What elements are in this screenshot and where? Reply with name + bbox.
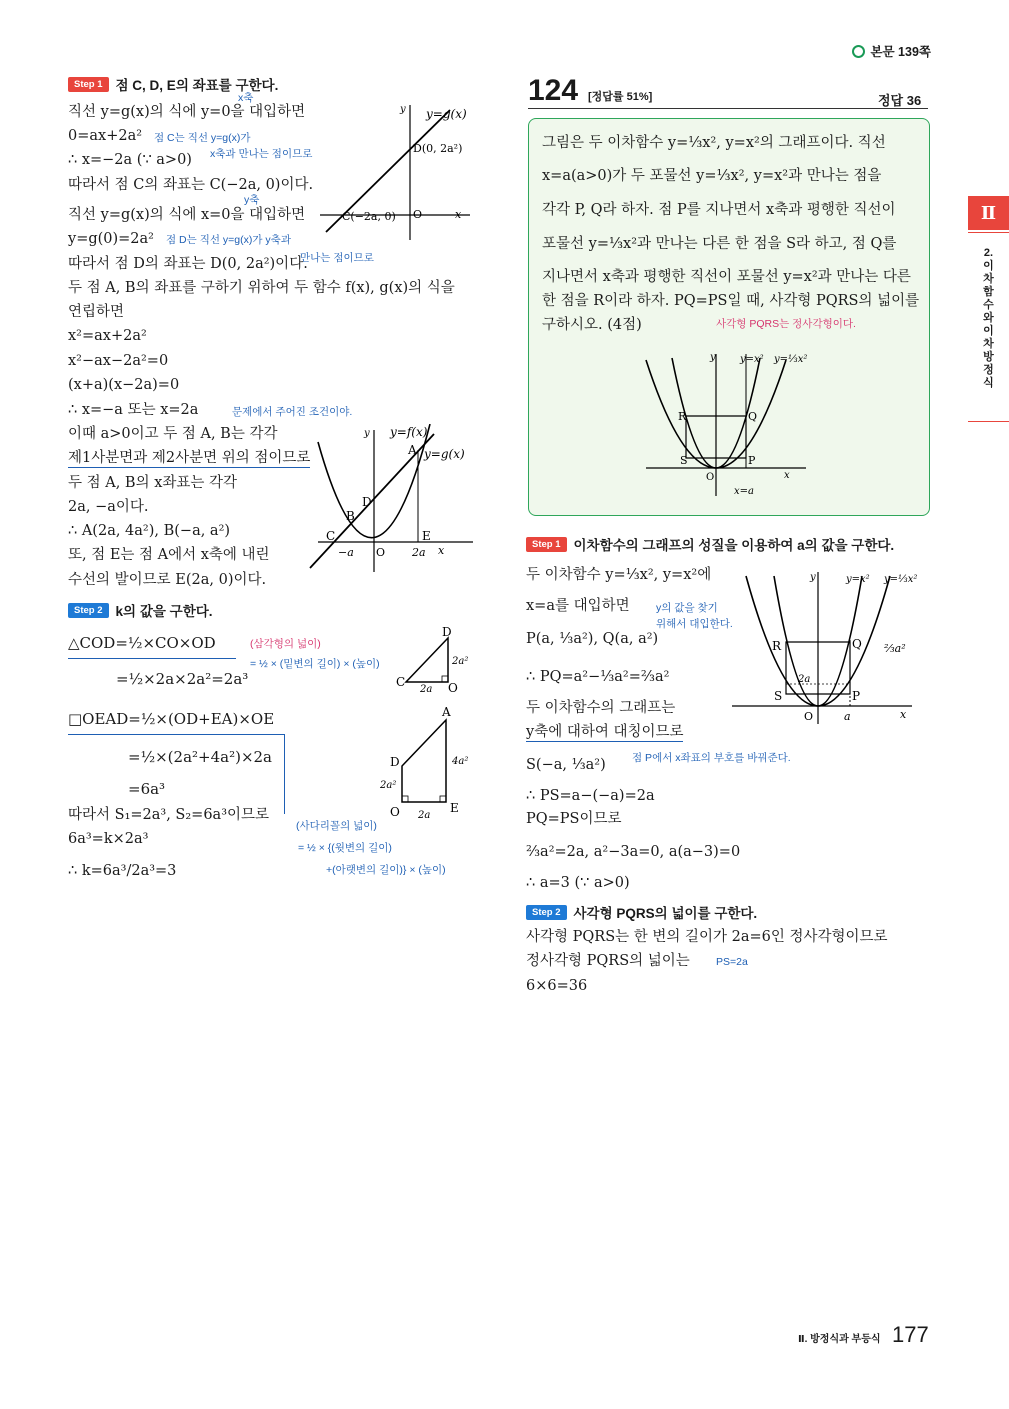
cod-underline — [68, 658, 236, 659]
cod-note-2: = ½ × (밑변의 길이) × (높이) — [250, 658, 380, 670]
tri-o-label: O — [448, 681, 458, 695]
sol-f1-label: y=x² — [846, 574, 870, 585]
sol-x-label: x — [900, 708, 907, 721]
left-line-19: 또, 점 E는 점 A에서 x축에 내린 — [68, 547, 270, 563]
left-line-16: 두 점 A, B의 x좌표는 각각 — [68, 475, 238, 491]
prob-o-label: O — [706, 472, 715, 483]
sol-pq-label: ⅔a² — [884, 642, 906, 655]
g2-o-label: O — [376, 546, 386, 559]
step-badge: Step 1 — [68, 77, 109, 92]
s1-note-3: 점 P에서 x좌표의 부호를 바꿔준다. — [632, 752, 791, 764]
note-x-axis: x축 — [238, 92, 254, 104]
sol-s-label: S — [774, 689, 783, 703]
trap-note-2: = ½ × {(윗변의 길이) — [298, 842, 392, 854]
left-line-9: 연립하면 — [68, 304, 125, 320]
trap-a-label: A — [442, 705, 451, 719]
oead-line-2: =½×(2a²+4a²)×2a — [128, 748, 273, 766]
cod-note-1: (삼각형의 넓이) — [250, 638, 321, 650]
problem-number: 124 — [528, 74, 579, 107]
trap-b-label: 2a — [418, 810, 431, 821]
prob-y-label: y — [710, 352, 716, 363]
left-line-6: y=g(0)=2a² — [68, 231, 154, 247]
prob-r-label: R — [678, 410, 687, 423]
problem-graph — [636, 348, 816, 498]
trap-o-label: O — [390, 805, 400, 819]
left-line-10: x²=ax+2a² — [68, 328, 147, 344]
left-step2-header — [68, 600, 213, 620]
problem-line-6: 한 점을 R이라 하자. PQ=PS일 때, 사각형 PQRS의 넓이를 — [542, 293, 920, 309]
solution-graph — [732, 566, 932, 726]
oead-underline — [68, 734, 284, 735]
prob-xa-label: x=a — [734, 486, 754, 497]
problem-line-3: 각각 P, Q라 하자. 점 P를 지나면서 x축과 평행한 직선이 — [542, 202, 896, 218]
g2-b-label: B — [346, 509, 355, 523]
left-line-13: ∴ x=−a 또는 x=2a — [68, 402, 199, 418]
problem-note: 사각형 PQRS는 정사각형이다. — [716, 318, 856, 330]
g2-x-label: x — [438, 544, 445, 557]
s1-line-7: S(−a, ⅓a²) — [526, 757, 606, 773]
tri-b-label: 2a — [420, 684, 433, 695]
g1-o-label: O — [413, 208, 423, 221]
g2-f-label: y=f(x) — [390, 425, 428, 439]
problem-rule — [528, 108, 928, 109]
s1-line-1: 두 이차함수 y=⅓x², y=x²에 — [526, 567, 712, 583]
note-given: 문제에서 주어진 조건이야. — [232, 406, 353, 418]
sol-side-label: 2a — [798, 674, 811, 685]
problem-line-1: 그림은 두 이차함수 y=⅓x², y=x²의 그래프이다. 직선 — [542, 135, 886, 151]
left-line-1: 직선 y=g(x)의 식에 y=0을 대입하면 — [68, 104, 306, 120]
s1-line-9: PQ=PS이므로 — [526, 811, 622, 827]
s2-line-3: 6×6=36 — [526, 978, 588, 994]
final-line-3: ∴ k=6a³/2a³=3 — [68, 863, 177, 879]
sol-y-label: y — [810, 572, 816, 583]
right-step2-header — [526, 902, 757, 922]
oead-line-1: □OEAD=½×(OD+EA)×OE — [68, 710, 275, 728]
sol-o-label: O — [804, 710, 814, 723]
note-meets-x: x축과 만나는 점이므로 — [210, 148, 313, 160]
problem-line-2: x=a(a>0)가 두 포물선 y=⅓x², y=x²과 만나는 점을 — [542, 168, 882, 184]
problem-answer: 정답 36 — [878, 93, 922, 108]
graph-parabola-line — [308, 424, 478, 574]
prob-p-label: P — [748, 454, 756, 467]
trap-note-3: +(아랫변의 길이)} × (높이) — [326, 864, 446, 876]
step-title: 점 C, D, E의 좌표를 구한다. — [115, 78, 279, 93]
left-line-3: ∴ x=−2a (∵ a>0) — [68, 152, 192, 168]
note-c-is: 점 C는 직선 y=g(x)가 — [154, 132, 251, 144]
g2-d-label: D — [362, 495, 372, 509]
final-line-1: 따라서 S₁=2a³, S₂=6a³이므로 — [68, 807, 270, 823]
trap-h2-label: 2a² — [380, 780, 397, 791]
s1-line-5: 두 이차함수의 그래프는 — [526, 700, 676, 716]
prob-f2-label: y=⅓x² — [774, 354, 808, 365]
left-line-2: 0=ax+2a² — [68, 128, 143, 144]
s1-line-6: y축에 대하여 대칭이므로 — [526, 724, 684, 740]
tri-h-label: 2a² — [452, 656, 469, 667]
note-d-is: 점 D는 직선 y=g(x)가 y축과 — [166, 234, 291, 246]
left-line-14: 이때 a>0이고 두 점 A, B는 각각 — [68, 426, 278, 442]
s1-line-4: ∴ PQ=a²−⅓a²=⅔a² — [526, 669, 670, 685]
tri-c-label: C — [396, 675, 406, 689]
sol-r-label: R — [772, 639, 782, 653]
s2-line-2: 정사각형 PQRS의 넓이는 — [526, 953, 690, 969]
step-title: k의 값을 구한다. — [115, 604, 213, 619]
s1-note-2: 위해서 대입한다. — [656, 618, 733, 630]
oead-line-3: =6a³ — [128, 780, 166, 798]
circle-bullet-icon — [852, 45, 865, 58]
trap-h1-label: 4a² — [452, 756, 469, 767]
s1-line-10: ⅔a²=2a, a²−3a=0, a(a−3)=0 — [526, 844, 741, 860]
left-line-18: ∴ A(2a, 4a²), B(−a, a²) — [68, 523, 231, 539]
right-step1-header — [526, 534, 894, 554]
triangle-cod-figure — [396, 624, 476, 696]
footer-section: Ⅱ. 방정식과 부등식 — [798, 1334, 881, 1345]
sol-q-label: Q — [852, 637, 862, 651]
note-y-axis: y축 — [244, 194, 260, 206]
trap-e-label: E — [450, 801, 459, 815]
problem-line-5: 지나면서 x축과 평행한 직선이 포물선 y=x²과 만나는 다른 — [542, 269, 911, 285]
side-tab-chapter: 2. 이 차 함 수 와 이 차 방 정 식 — [968, 232, 1009, 422]
cod-line-2: =½×2a×2a²=2a³ — [116, 670, 249, 688]
side-tab-roman: Ⅱ — [968, 196, 1009, 230]
step-badge: Step 2 — [526, 905, 567, 920]
g1-y-label: y — [400, 104, 406, 115]
g1-c-label: C(−2a, 0) — [342, 210, 396, 223]
s2-line-1: 사각형 PQRS는 한 변의 길이가 2a=6인 정사각형이므로 — [526, 929, 888, 945]
step-title: 사각형 PQRS의 넓이를 구한다. — [573, 906, 758, 921]
sol-a-label: a — [844, 710, 851, 723]
trapezoid-oead-figure — [376, 704, 476, 822]
tri-d-label: D — [442, 625, 452, 639]
left-line-11: x²−ax−2a²=0 — [68, 353, 169, 369]
page-reference: 본문 139쪽 — [852, 42, 931, 60]
sol-p-label: P — [852, 689, 861, 703]
left-line-12: (x+a)(x−2a)=0 — [68, 377, 180, 393]
g2-e-label: E — [422, 529, 431, 543]
final-line-2: 6a³=k×2a³ — [68, 831, 149, 847]
trap-d-label: D — [390, 755, 400, 769]
g2-a-label: A — [408, 443, 417, 457]
sol-f2-label: y=⅓x² — [884, 574, 918, 585]
prob-s-label: S — [680, 454, 688, 467]
problem-line-7: 구하시오. (4점) — [542, 317, 642, 333]
left-line-7: 따라서 점 D의 좌표는 D(0, 2a²)이다. — [68, 256, 308, 272]
g2-y-label: y — [364, 428, 370, 439]
s1-line-3: P(a, ⅓a²), Q(a, a²) — [526, 631, 659, 647]
s2-note: PS=2a — [716, 956, 748, 968]
left-line-15: 제1사분면과 제2사분면 위의 점이므로 — [68, 450, 311, 466]
g2-c-label: C — [326, 529, 336, 543]
left-line-20: 수선의 발이므로 E(2a, 0)이다. — [68, 572, 267, 588]
step-badge: Step 2 — [68, 603, 109, 618]
problem-line-4: 포물선 y=⅓x²과 만나는 다른 한 점을 S라 하고, 점 Q를 — [542, 236, 897, 252]
g2-two-a: 2a — [412, 546, 426, 559]
s1-line-2: x=a를 대입하면 — [526, 598, 630, 614]
prob-f1-label: y=x² — [740, 354, 764, 365]
cod-line-1: △COD=½×CO×OD — [68, 634, 216, 652]
note-meets: 만나는 점이므로 — [300, 252, 374, 264]
g1-d-label: D(0, 2a²) — [413, 142, 463, 155]
left-line-4: 따라서 점 C의 좌표는 C(−2a, 0)이다. — [68, 177, 314, 193]
g1-g-label: y=g(x) — [426, 107, 467, 121]
prob-x-label: x — [784, 470, 790, 481]
problem-rate: [정답률 51%] — [588, 91, 653, 103]
graph-line-g — [320, 100, 480, 240]
trap-note-1: (사다리꼴의 넓이) — [296, 820, 377, 832]
g2-g-label: y=g(x) — [424, 447, 465, 461]
s1-note-1: y의 값을 찾기 — [656, 602, 718, 614]
s1-line-8: ∴ PS=a−(−a)=2a — [526, 788, 655, 804]
step-title: 이차함수의 그래프의 성질을 이용하여 a의 값을 구한다. — [573, 538, 895, 553]
left-line-5: 직선 y=g(x)의 식에 x=0을 대입하면 — [68, 207, 306, 223]
g1-x-label: x — [455, 208, 462, 221]
left-line-8: 두 점 A, B의 좌표를 구하기 위하여 두 함수 f(x), g(x)의 식을 — [68, 280, 455, 296]
g2-neg-a: −a — [338, 546, 354, 559]
trap-note-connector — [284, 734, 286, 814]
prob-q-label: Q — [748, 410, 758, 423]
left-line-17: 2a, −a이다. — [68, 499, 149, 515]
footer-page-number: 177 — [892, 1322, 929, 1347]
step-badge: Step 1 — [526, 537, 567, 552]
s1-line-11: ∴ a=3 (∵ a>0) — [526, 875, 630, 891]
